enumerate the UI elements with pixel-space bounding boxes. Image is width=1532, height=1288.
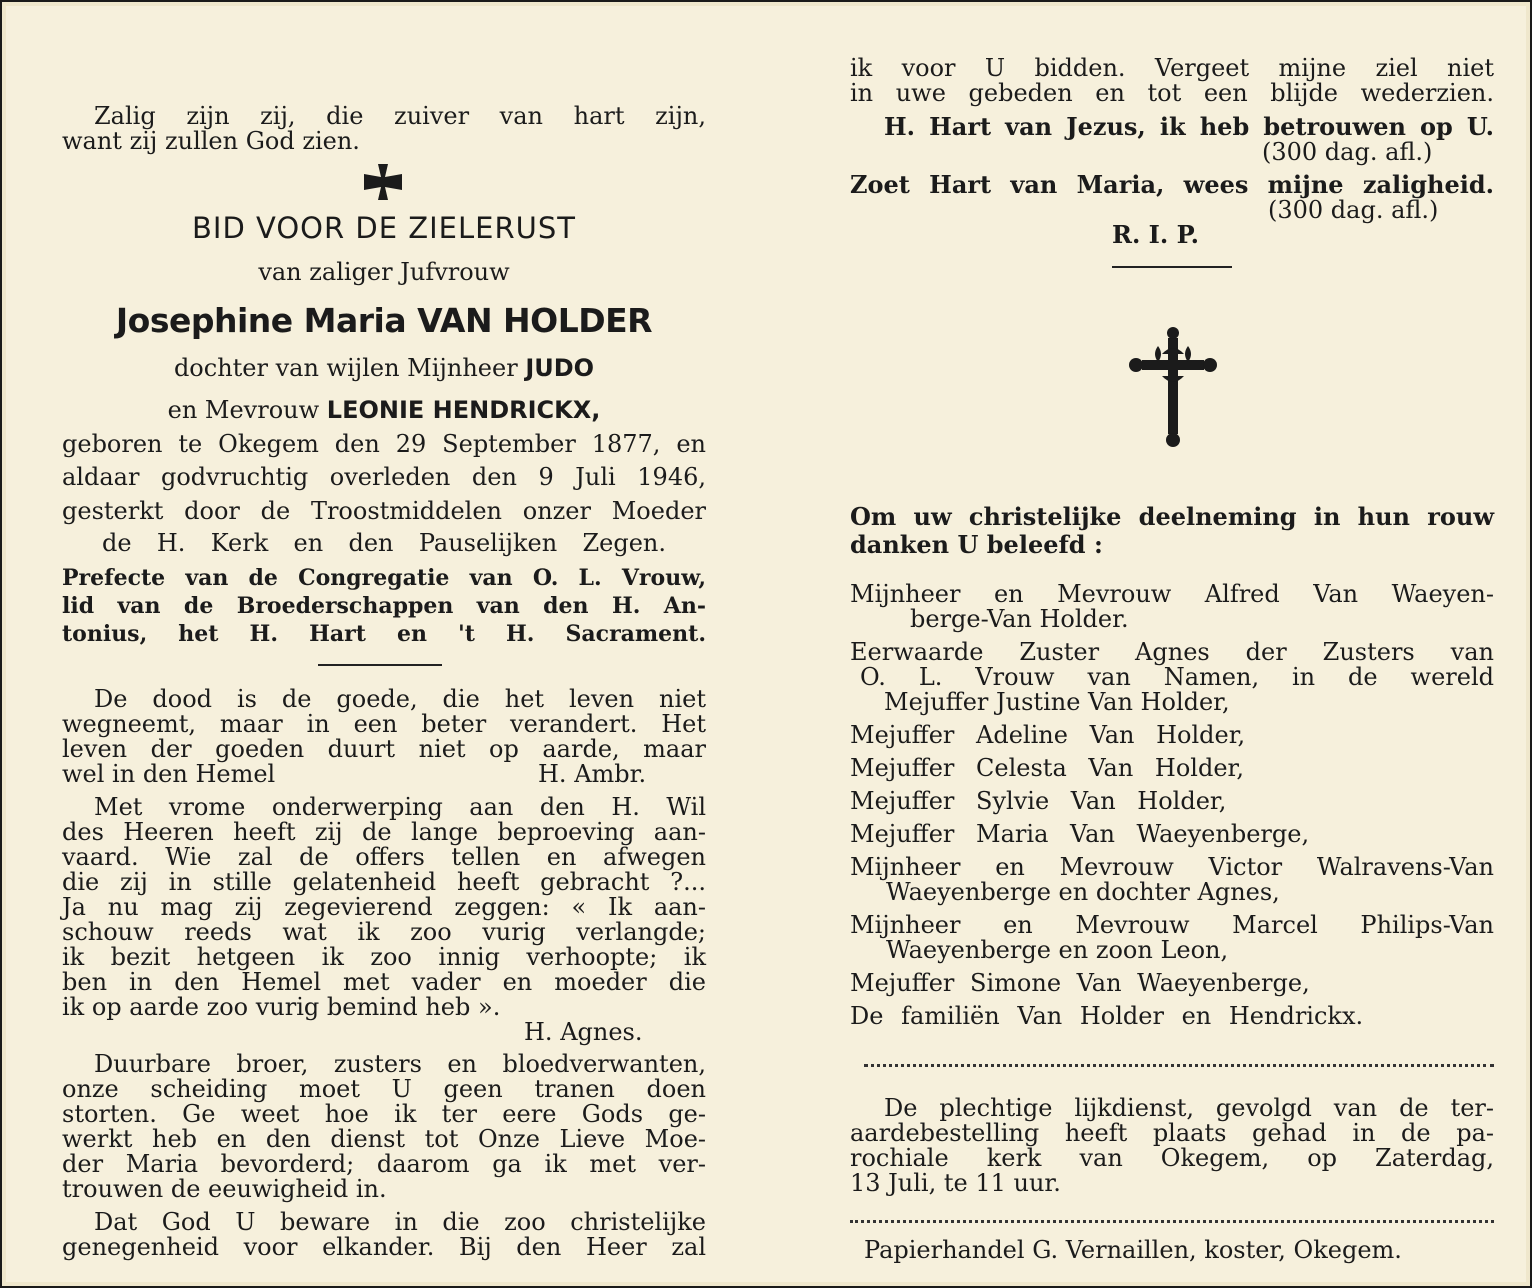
family-line: Waeyenberge en dochter Agnes,: [886, 878, 1280, 906]
blessing-line: genegenheid voor elkander. Bij den Heer zal: [62, 1233, 706, 1261]
quote-line: Ja nu mag zij zegevierend zeggen: « Ik aan-: [62, 893, 706, 921]
family-line: berge-Van Holder.: [910, 605, 1129, 633]
blessing-line: ik voor U bidden. Vergeet mijne ziel niet: [850, 54, 1494, 82]
family-line: Mejuffer Maria Van Waeyenberge,: [850, 820, 1310, 848]
family-line: Eerwaarde Zuster Agnes der Zusters van: [850, 638, 1494, 666]
family-line: Mejuffer Sylvie Van Holder,: [850, 787, 1227, 815]
quote-line: wegneemt, maar in een beter verandert. Het: [62, 710, 706, 738]
blessing-line: Dat God U beware in die zoo christelijke: [94, 1208, 706, 1236]
title-line: van zaliger Jufvrouw: [258, 258, 510, 286]
membership-line: lid van de Broederschappen van den H. An-: [62, 593, 706, 619]
family-line: Mijnheer en Mevrouw Marcel Philips-Van: [850, 911, 1494, 939]
farewell-line: storten. Ge weet hoe ik ter eere Gods ge-: [62, 1100, 706, 1128]
funeral-line: 13 Juli, te 11 uur.: [850, 1169, 1061, 1197]
family-line: De familiën Van Holder en Hendrickx.: [850, 1002, 1364, 1030]
family-line: Mejuffer Celesta Van Holder,: [850, 754, 1244, 782]
iron-cross-icon: [364, 164, 402, 200]
prayer-sacred-heart: H. Hart van Jezus, ik heb betrouwen op U.: [884, 112, 1494, 141]
family-line: Mijnheer en Mevrouw Alfred Van Waeyen-: [850, 580, 1494, 608]
family-line: Mijnheer en Mevrouw Victor Walravens-Van: [850, 853, 1494, 881]
family-line: Waeyenberge en zoon Leon,: [886, 936, 1229, 964]
quote-line: des Heeren heeft zij de lange beproeving aan-: [62, 818, 706, 846]
farewell-line: der Maria bevorderd; daarom ga ik met ver-: [62, 1150, 706, 1178]
quote-line: ik op aarde zoo vurig bemind heb ».: [62, 993, 501, 1021]
blessing-line: in uwe gebeden en tot een blijde wederzien.: [850, 79, 1494, 107]
quote-attribution: H. Ambr.: [538, 760, 647, 788]
bio-line: gesterkt door de Troostmiddelen onzer Moeder: [62, 497, 706, 525]
quote-line: vaard. Wie zal de offers tellen en afwegen: [62, 843, 706, 871]
bio-line: aldaar godvruchtig overleden den 9 Juli 1946,: [62, 463, 706, 491]
beatitude-line: Zalig zijn zij, die zuiver van hart zijn,: [94, 102, 706, 130]
bio-line: de H. Kerk en den Pauselijken Zegen.: [102, 529, 666, 557]
quote-line: De dood is de goede, die het leven niet: [94, 685, 706, 713]
farewell-line: Duurbare broer, zusters en bloedverwanten,: [94, 1050, 706, 1078]
funeral-line: rochiale kerk van Okegem, op Zaterdag,: [850, 1144, 1494, 1172]
father-name: JUDO: [525, 354, 595, 382]
left-panel: [62, 2, 706, 1286]
indulgence-note: (300 dag. afl.): [1268, 196, 1439, 224]
quote-line: ik bezit hetgeen ik zoo innig verhoopte; ik: [62, 943, 706, 971]
quote-line: Met vrome onderwerping aan den H. Wil: [94, 793, 706, 821]
quote-line: die zij in stille gelatenheid heeft gebracht ?...: [62, 868, 706, 896]
heading: BID VOOR DE ZIELERUST: [192, 211, 576, 245]
right-panel: [850, 2, 1494, 1286]
thanks-line: danken U beleefd :: [850, 530, 1103, 559]
prayer-heart-of-mary: Zoet Hart van Maria, wees mijne zaligheid.: [850, 170, 1494, 199]
dotted-separator: [850, 1220, 1494, 1223]
membership-line: tonius, het H. Hart en 't H. Sacrament.: [62, 621, 706, 647]
thanks-line: Om uw christelijke deelneming in hun rouw: [850, 502, 1494, 531]
quote-line: wel in den Hemel: [62, 760, 276, 788]
divider: [1112, 266, 1232, 268]
mother-line: en Mevrouw LEONIE HENDRICKX,: [167, 396, 601, 424]
quote-attribution: H. Agnes.: [524, 1018, 643, 1046]
membership-line: Prefecte van de Congregatie van O. L. Vrouw,: [62, 565, 706, 591]
deceased-name: Josephine Maria VAN HOLDER: [115, 301, 653, 340]
family-line: Mejuffer Simone Van Waeyenberge,: [850, 969, 1310, 997]
funeral-line: De plechtige lijkdienst, gevolgd van de ter-: [884, 1094, 1494, 1122]
divider: [318, 664, 442, 666]
mother-name: LEONIE HENDRICKX,: [326, 396, 601, 424]
family-line: O. L. Vrouw van Namen, in de wereld: [860, 663, 1494, 691]
dotted-separator: [864, 1064, 1494, 1067]
quote-line: leven der goeden duurt niet op aarde, maar: [62, 735, 706, 763]
beatitude-line: want zij zullen God zien.: [62, 127, 360, 155]
quote-line: ben in den Hemel met vader en moeder die: [62, 968, 706, 996]
funeral-line: aardebestelling heeft plaats gehad in de pa-: [850, 1119, 1494, 1147]
family-line: Mejuffer Adeline Van Holder,: [850, 721, 1246, 749]
family-line: Mejuffer Justine Van Holder,: [884, 688, 1230, 716]
printer-credit: Papierhandel G. Vernaillen, koster, Okegem.: [864, 1236, 1402, 1264]
farewell-line: trouwen de eeuwigheid in.: [62, 1175, 387, 1203]
bio-line: geboren te Okegem den 29 September 1877, en: [62, 430, 706, 458]
rip-text: R. I. P.: [1112, 220, 1200, 249]
farewell-line: onze scheiding moet U geen tranen doen: [62, 1075, 706, 1103]
indulgence-note: (300 dag. afl.): [1262, 138, 1433, 166]
ornate-cross-icon: [1128, 324, 1218, 448]
quote-line: schouw reeds wat ik zoo vurig verlangde;: [62, 918, 706, 946]
farewell-line: werkt heb en den dienst tot Onze Lieve Moe-: [62, 1125, 706, 1153]
father-line: dochter van wijlen Mijnheer JUDO: [173, 354, 595, 382]
